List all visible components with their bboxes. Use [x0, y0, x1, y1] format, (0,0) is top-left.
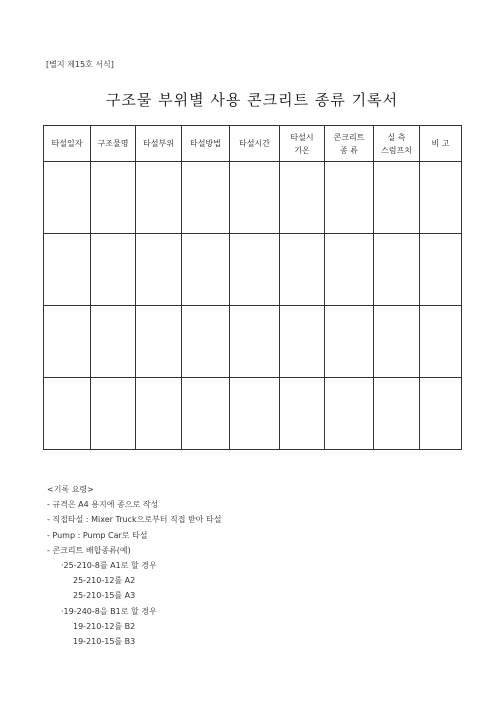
mix-example: 19-210-15를 B3	[73, 637, 136, 647]
page-title: 구조물 부위별 사용 콘크리트 종류 기록서	[105, 91, 399, 109]
table-cell[interactable]	[44, 162, 91, 234]
table-row	[44, 306, 462, 378]
table-row	[44, 378, 462, 450]
table-cell[interactable]	[420, 162, 462, 234]
table-cell[interactable]	[280, 234, 325, 306]
header-cell	[136, 126, 182, 162]
table-cell[interactable]	[420, 306, 462, 378]
guide-item: - 콘크리트 배합종류(예)	[47, 545, 131, 555]
header-cell	[374, 126, 420, 162]
table-cell[interactable]	[230, 234, 280, 306]
header-label: 구조물명	[97, 139, 129, 148]
table-cell[interactable]	[182, 234, 230, 306]
header-row	[44, 126, 462, 162]
table-row	[44, 234, 462, 306]
table-cell[interactable]	[374, 234, 420, 306]
table-cell[interactable]	[374, 378, 420, 450]
header-label: 타설시간	[239, 139, 270, 148]
table-cell[interactable]	[136, 378, 182, 450]
table-cell[interactable]	[374, 162, 420, 234]
guide-item: - 직접타설 : Mixer Truck으로부터 직접 받아 타설	[47, 515, 222, 525]
header-label: 타설부위	[143, 139, 174, 148]
mix-example-lead: ·25-210-8를 A1로 할 경우	[61, 561, 157, 571]
table-cell[interactable]	[182, 378, 230, 450]
table-cell[interactable]	[182, 162, 230, 234]
table-cell[interactable]	[325, 378, 374, 450]
mix-example-lead: ·19-240-8을 B1로 할 경우	[61, 606, 157, 616]
header-label: 타설방법	[190, 139, 221, 148]
writing-guide	[47, 482, 222, 649]
header-cell	[44, 126, 91, 162]
header-label: 종 류	[340, 145, 358, 155]
table-cell[interactable]	[44, 234, 91, 306]
guide-item: - 규격은 A4 용지에 종으로 작성	[47, 500, 159, 510]
table-cell[interactable]	[230, 378, 280, 450]
header-cell	[91, 126, 136, 162]
header-cell	[325, 126, 374, 162]
header-cell	[230, 126, 280, 162]
table-cell[interactable]	[280, 378, 325, 450]
table-cell[interactable]	[230, 306, 280, 378]
table-cell[interactable]	[91, 306, 136, 378]
table-cell[interactable]	[182, 306, 230, 378]
header-cell	[280, 126, 325, 162]
mix-example: 25-210-12를 A2	[73, 576, 136, 586]
table-cell[interactable]	[280, 306, 325, 378]
table-cell[interactable]	[420, 234, 462, 306]
header-cell	[182, 126, 230, 162]
header-label: 콘크리트	[333, 132, 365, 142]
table-cell[interactable]	[325, 234, 374, 306]
table-cell[interactable]	[420, 378, 462, 450]
table-cell[interactable]	[325, 306, 374, 378]
header-label: 스럼프치	[381, 145, 412, 155]
mix-example: 25-210-15를 A3	[73, 591, 136, 601]
header-label: 비 고	[431, 139, 450, 148]
table-cell[interactable]	[44, 378, 91, 450]
table-cell[interactable]	[91, 378, 136, 450]
table-cell[interactable]	[374, 306, 420, 378]
header-label: 실 측	[387, 132, 406, 142]
table-cell[interactable]	[230, 162, 280, 234]
form-number: [별지 제15호 서식]	[46, 60, 114, 69]
header-label: 기온	[294, 145, 310, 155]
table-cell[interactable]	[280, 162, 325, 234]
mix-example: 19-210-12를 B2	[73, 621, 136, 631]
table-cell[interactable]	[136, 306, 182, 378]
record-table	[43, 125, 462, 450]
guide-heading: <기록 요령>	[47, 485, 94, 494]
header-cell	[420, 126, 462, 162]
table-cell[interactable]	[325, 162, 374, 234]
guide-item: - Pump : Pump Car로 타설	[47, 530, 148, 540]
header-label: 타설일자	[51, 139, 83, 148]
table-cell[interactable]	[44, 306, 91, 378]
table-cell[interactable]	[136, 234, 182, 306]
table-cell[interactable]	[91, 234, 136, 306]
table-row	[44, 162, 462, 234]
table-cell[interactable]	[91, 162, 136, 234]
header-label: 타설시	[290, 132, 314, 142]
table-cell[interactable]	[136, 162, 182, 234]
